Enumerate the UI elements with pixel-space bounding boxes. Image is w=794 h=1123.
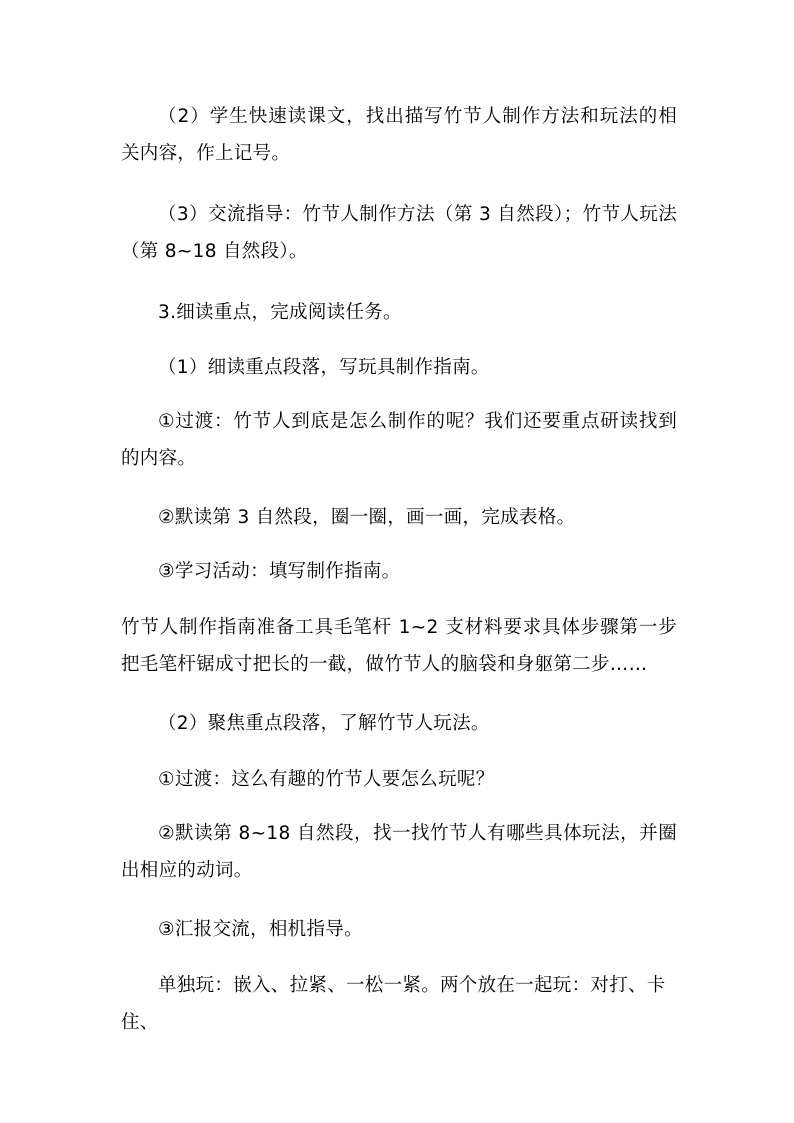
- section-heading-close-reading: 3.细读重点，完成阅读任务。: [158, 302, 402, 323]
- paragraph-transition-making: ①过渡：竹节人到底是怎么制作的呢？我们还要重点研读找到的内容。: [121, 411, 677, 469]
- paragraph-silent-reading-8-18: ②默读第 8~18 自然段，找一找竹节人有哪些具体玩法，并圈出相应的动词。: [121, 823, 677, 881]
- paragraph-write-guide: （1）细读重点段落，写玩具制作指南。: [158, 357, 490, 378]
- paragraph-silent-reading-3: ②默读第 3 自然段，圈一圈，画一画，完成表格。: [158, 507, 576, 528]
- paragraph-learning-activity: ③学习活动：填写制作指南。: [158, 561, 401, 582]
- paragraph-exchange-guidance: （3）交流指导：竹节人制作方法（第 3 自然段）；竹节人玩法（第 8~18 自然段）。: [121, 204, 677, 262]
- paragraph-focus-play: （2）聚焦重点段落，了解竹节人玩法。: [158, 713, 490, 734]
- paragraph-making-guide-table: 竹节人制作指南准备工具毛笔杆 1~2 支材料要求具体步骤第一步把毛笔杆锯成寸把长的一截，做竹节人的脑袋和身躯第二步……: [121, 617, 677, 675]
- paragraph-play-methods: 单独玩：嵌入、拉紧、一松一紧。两个放在一起玩：对打、卡住、: [121, 975, 666, 1033]
- paragraph-student-reading: （2）学生快速读课文，找出描写竹节人制作方法和玩法的相关内容，作上记号。: [121, 106, 677, 164]
- paragraph-transition-play: ①过渡：这么有趣的竹节人要怎么玩呢？: [158, 769, 495, 790]
- paragraph-report-exchange: ③汇报交流，相机指导。: [158, 919, 363, 940]
